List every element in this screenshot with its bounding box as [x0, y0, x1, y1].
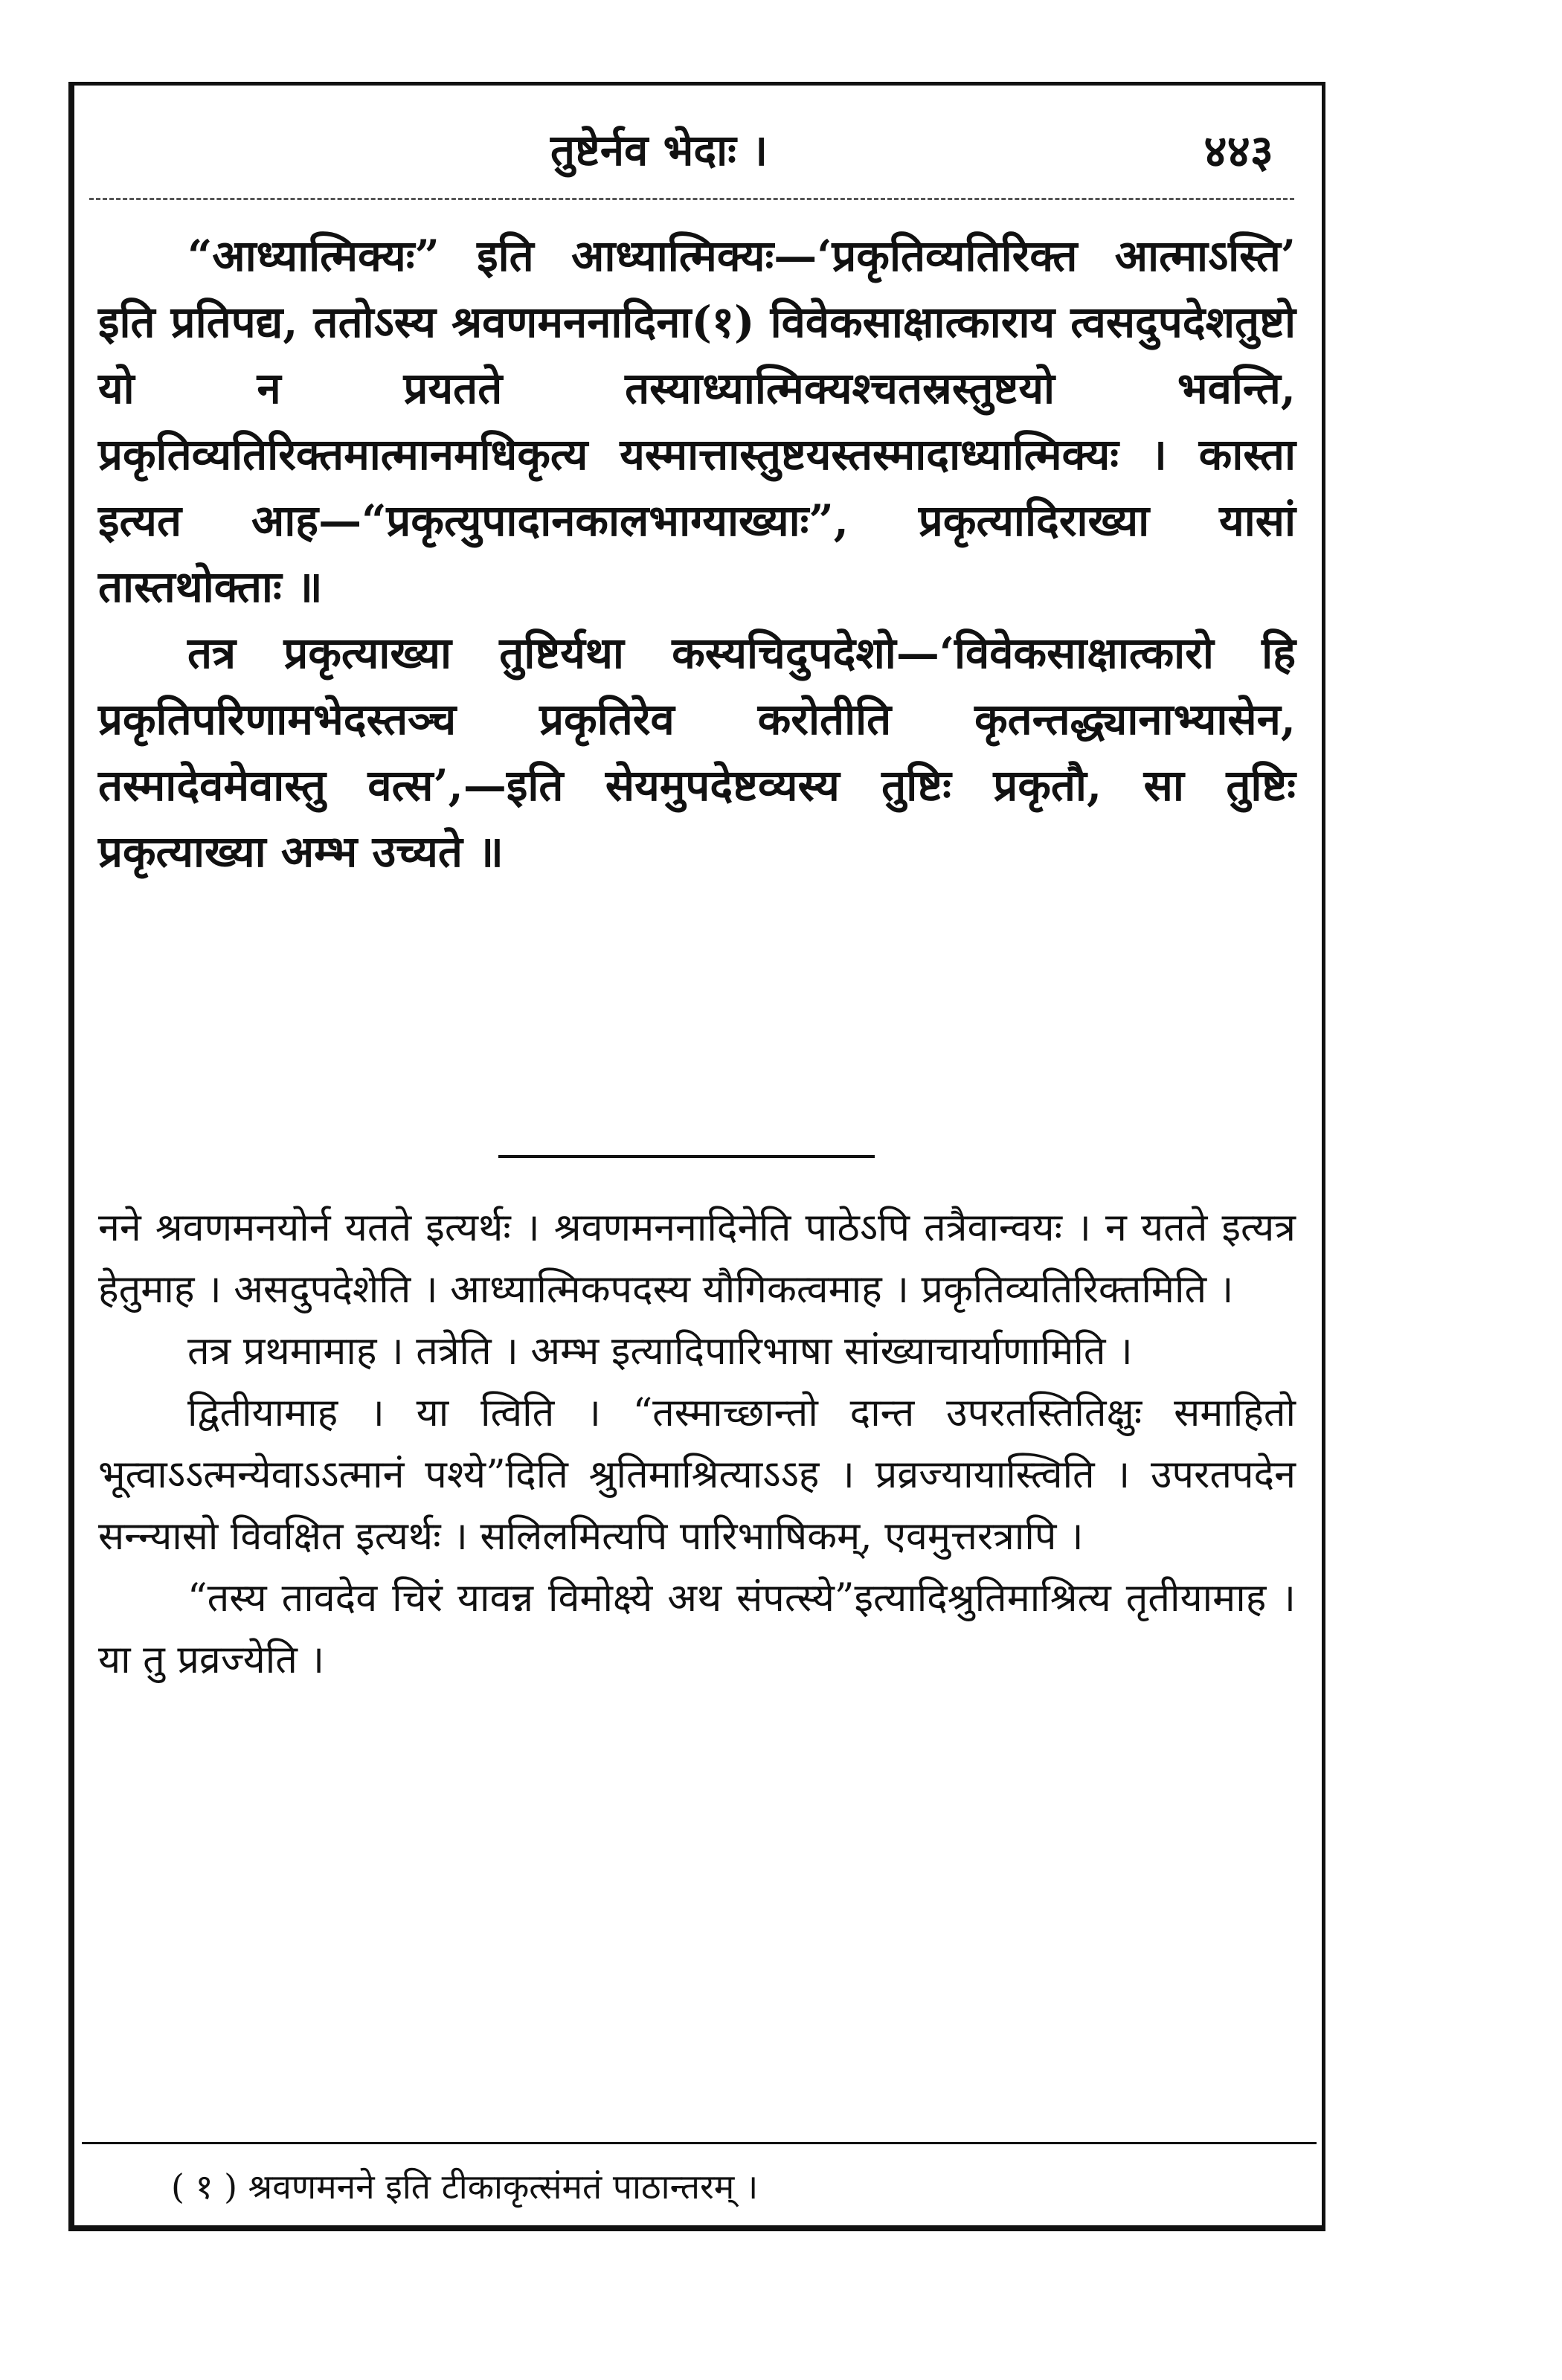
main-text	[98, 223, 1296, 885]
main-paragraph-2: तत्र प्रकृत्याख्या तुष्टिर्यथा कस्यचिदुपदेशो—‘विवेकसाक्षात्कारो हि प्रकृतिपरिणामभेदस्तञ्च प्रकृतिरेव करोतीति कृतन्तद्ध्यानाभ्यासेन, तस्मादेवमेवास्तु वत्स’,—इति सेयमुपदेष्टव्यस्य तुष्टिः प्रकृतौ, सा तुष्टिः प्रकृत्याख्या अम्भ उच्यते ॥	[98, 628, 1296, 877]
commentary-paragraph-1: नने श्रवणमनयोर्न यतते इत्यर्थः । श्रवणमननादिनेति पाठेऽपि तत्रैवान्वयः । न यतते इत्यत्र हेतुमाह । असदुपदेशेति । आध्यात्मिकपदस्य यौगिकत्वमाह । प्रकृतिव्यतिरिक्तमिति ।	[98, 1206, 1296, 1312]
running-title: तुष्टेर्नव भेदाः ।	[550, 125, 768, 176]
footnote: ( १ ) श्रवणमनने इति टीकाकृत्संमतं पाठान्तरम् ।	[171, 2167, 759, 2207]
commentary-paragraph-4: “तस्य तावदेव चिरं यावन्न विमोक्ष्ये अथ संपत्स्ये”इत्यादिश्रुतिमाश्रित्य तृतीयामाह । या तु प्रव्रज्येति ।	[98, 1576, 1296, 1682]
commentary-paragraph-3: द्वितीयामाह । या त्विति । “तस्माच्छान्तो दान्त उपरतस्तितिक्षुः समाहितो भूत्वाऽऽत्मन्येवाऽऽत्मानं पश्ये”दिति श्रुतिमाश्रित्याऽऽह । प्रव्रज्यायास्त्विति । उपरतपदेन सन्न्यासो विवक्षित इत्यर्थः । सलिलमित्यपि पारिभाषिकम्, एवमुत्तरत्रापि ।	[98, 1391, 1296, 1559]
page-header	[134, 112, 1287, 193]
footnote-rule	[82, 2142, 1317, 2144]
commentary	[98, 1197, 1296, 1691]
main-paragraph-1: “आध्यात्मिक्यः” इति आध्यात्मिक्यः—‘प्रकृतिव्यतिरिक्त आत्माऽस्ति’ इति प्रतिपद्य, ततोऽस्य श्रवणमननादिना(१) विवेकसाक्षात्काराय त्वसदुपदेशतुष्टो यो न प्रयतते तस्याध्यात्मिक्यश्चतस्रस्तुष्टयो भवन्ति, प्रकृतिव्यतिरिक्तमात्मानमधिकृत्य यस्मात्तास्तुष्टयस्तस्मादाध्यात्मिक्यः । कास्ता इत्यत आह—“प्रकृत्युपादानकालभाग्याख्याः”, प्रकृत्यादिराख्या यासां तास्तथोक्ताः ॥	[98, 231, 1296, 612]
section-divider	[498, 1155, 875, 1158]
header-rule	[89, 198, 1294, 200]
page-number: ४४३	[1203, 126, 1273, 178]
commentary-paragraph-2: तत्र प्रथमामाह । तत्रेति । अम्भ इत्यादिपारिभाषा सांख्याचार्याणामिति ।	[187, 1329, 1133, 1374]
